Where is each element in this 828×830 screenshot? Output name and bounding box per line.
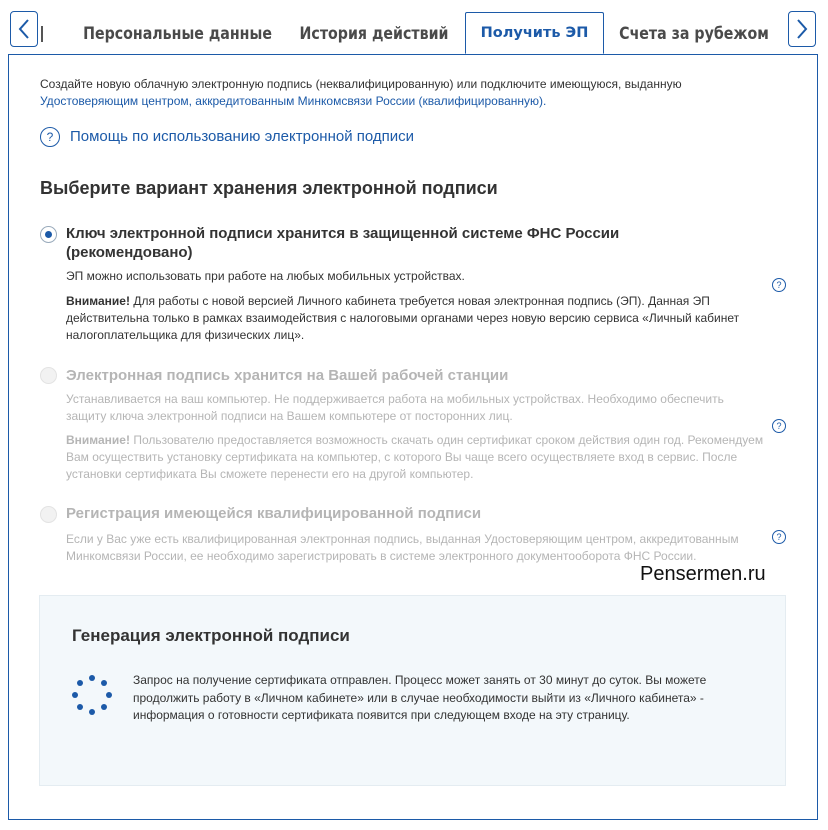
option-fns-storage-text: ЭП можно использовать при работе на любых мобильных устройствах. bbox=[66, 269, 465, 283]
warning-text: Пользователю предоставляется возможность скачать один сертификат сроком действия один год. Рекомендуем Вам осуществить установку сертификата на компьютер, с которого Вы чаще всего осуществляете вход в сервис. После установки сертификата Вы сможете перенести его на другой компьютер. bbox=[66, 433, 764, 481]
warning-label: Внимание! bbox=[66, 294, 130, 308]
option-workstation-text: Устанавливается на ваш компьютер. Не поддерживается работа на мобильных устройствах. Необходимо обеспечить защиту ключа электронной подписи на Вашем компьютере от посторонних лиц. bbox=[66, 392, 724, 423]
tab-partial-edge bbox=[41, 26, 43, 42]
option-workstation-title: Электронная подпись хранится на Вашей рабочей станции bbox=[66, 367, 509, 384]
help-icon[interactable] bbox=[40, 127, 60, 147]
storage-section-title: Выберите вариант хранения электронной подписи bbox=[40, 178, 498, 198]
question-glyph: ? bbox=[776, 280, 782, 290]
option-fns-storage-title: Ключ электронной подписи хранится в защищенной системе ФНС России (рекомендовано) bbox=[66, 225, 620, 261]
spinner-dot bbox=[89, 675, 95, 681]
question-glyph: ? bbox=[776, 421, 782, 431]
radio-register-qualified[interactable] bbox=[40, 506, 57, 523]
spinner-dot bbox=[106, 692, 112, 698]
help-icon-glyph: ? bbox=[46, 130, 54, 144]
warning-text: Для работы с новой версией Личного кабинета требуется новая электронная подпись (ЭП). Данная ЭП действительна только в рамках взаимодействия с налоговыми органами через новую версию сервиса «Личный кабинет налогоплательщика для физических лиц». bbox=[66, 294, 740, 342]
spinner-dot bbox=[77, 680, 83, 686]
tab-foreign-accounts[interactable]: Счета за рубежом bbox=[619, 23, 769, 43]
tab-personal-data[interactable]: Персональные данные bbox=[83, 23, 272, 43]
warning-label: Внимание! bbox=[66, 433, 130, 447]
intro-text bbox=[40, 76, 780, 109]
option-workstation-warning bbox=[66, 432, 766, 483]
spinner-dot bbox=[77, 704, 83, 710]
question-icon[interactable] bbox=[772, 419, 786, 433]
signature-help-link[interactable]: Помощь по использованию электронной подписи bbox=[70, 128, 415, 145]
spinner-dot bbox=[101, 704, 107, 710]
generation-status-text: Запрос на получение сертификата отправлен. Процесс может занять от 30 минут до суток. Вы можете продолжить работу в «Личном кабинете» или в случае необходимости выйти из «Личного кабинета» - информация о готовности сертификата появится при следующем входе на эту страницу. bbox=[133, 673, 707, 722]
accredited-center-link[interactable]: Удостоверяющим центром, аккредитованным Минкомсвязи России (квалифицированную). bbox=[40, 93, 547, 108]
tabs-prev-button[interactable] bbox=[10, 11, 38, 47]
tab-get-signature[interactable]: Получить ЭП bbox=[465, 12, 604, 54]
radio-fns-storage[interactable] bbox=[40, 226, 57, 243]
chevron-right-icon bbox=[796, 18, 808, 40]
tab-action-history[interactable]: История действий bbox=[299, 23, 449, 43]
question-icon[interactable] bbox=[772, 530, 786, 544]
radio-workstation-storage[interactable] bbox=[40, 367, 57, 384]
option-register-title: Регистрация имеющейся квалифицированной подписи bbox=[66, 505, 482, 522]
tabs-bar bbox=[0, 0, 828, 55]
spinner-dot bbox=[89, 709, 95, 715]
question-icon[interactable] bbox=[772, 278, 786, 292]
watermark-text: Pensermen.ru bbox=[640, 563, 766, 585]
option-fns-storage-warning bbox=[66, 293, 766, 344]
spinner-dot bbox=[101, 680, 107, 686]
loading-spinner-icon bbox=[70, 673, 114, 717]
generation-title: Генерация электронной подписи bbox=[72, 626, 350, 645]
intro-plain: Создайте новую облачную электронную подпись (неквалифицированную) или подключите имеющуюся, выданную bbox=[40, 77, 682, 91]
question-glyph: ? bbox=[776, 532, 782, 542]
tabs-next-button[interactable] bbox=[788, 11, 816, 47]
chevron-left-icon bbox=[18, 18, 30, 40]
option-register-text: Если у Вас уже есть квалифицированная электронная подпись, выданная Удостоверяющим центром, аккредитованным Минкомсвязи России, ее необходимо зарегистрировать в системе электронного документооборота ФНС России. bbox=[66, 532, 739, 563]
spinner-dot bbox=[72, 692, 78, 698]
